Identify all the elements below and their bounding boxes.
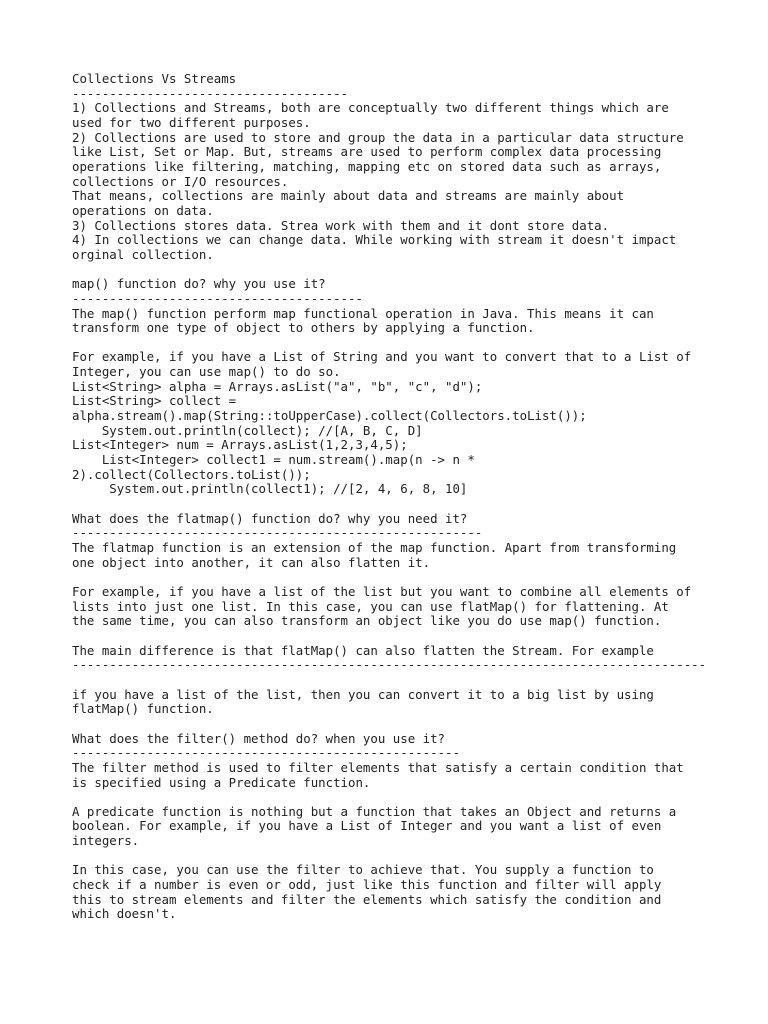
document-body-text: Collections Vs Streams ------------------------------------- 1) Collections and Streams, both are conceptually two different things which are used for two different purposes. 2) Collections are used to store and group the data in a particular data structure like List, Set or Map. But, streams are used to perform complex data processing operations like filtering, matching, mapping etc on stored data such as arrays, collections or I/O resources. That means, collections are mainly about data and streams are mainly about operations on data. 3) Collections stores data. Strea work with them and it dont store data. 4) In collections we can change data. While working with stream it doesn't impact orginal collection. map() function do? why you use it? --------------------------------------- The map() function perform map functional operation in Java. This means it can transform one type of object to others by applying a function. For example, if you have a List of String and you want to convert that to a List of Integer, you can use map() to do so. List<String> alpha = Arrays.asList("a", "b", "c", "d"); List<String> collect = alpha.stream().map(String::toUpperCase).collect(Collectors.toList()); System.out.println(collect); //[A, B, C, D] List<Integer> num = Arrays.asList(1,2,3,4,5); List<Integer> collect1 = num.stream().map(n -> n * 2).collect(Collectors.toList()); System.out.println(collect1); //[2, 4, 6, 8, 10] What does the flatmap() function do? why you need it? ------------------------------------------------------- The flatmap function is an extension of the map function. Apart from transforming one object into another, it can also flatten it. For example, if you have a list of the list but you want to combine all elements of lists into just one list. In this case, you can use flatMap() for flattening. At the same time, you can also transform an object like you do use map() function. The main difference is that flatMap() can also flatten the Stream. For example ------------------------------------------------------------------------------------- if you have a list of the list, then you can convert it to a big list by using flatMap() function. What does the filter() method do? when you use it? ---------------------------------------------------- The filter method is used to filter elements that satisfy a certain condition that is specified using a Predicate function. A predicate function is nothing but a function that takes an Object and returns a boolean. For example, if you have a List of Integer and you want a list of even integers. In this case, you can use the filter to achieve that. You supply a function to check if a number is even or odd, just like this function and filter will apply this to stream elements and filter the elements which satisfy the condition and which doesn't. [72, 71, 707, 922]
document-page [72, 72, 712, 922]
